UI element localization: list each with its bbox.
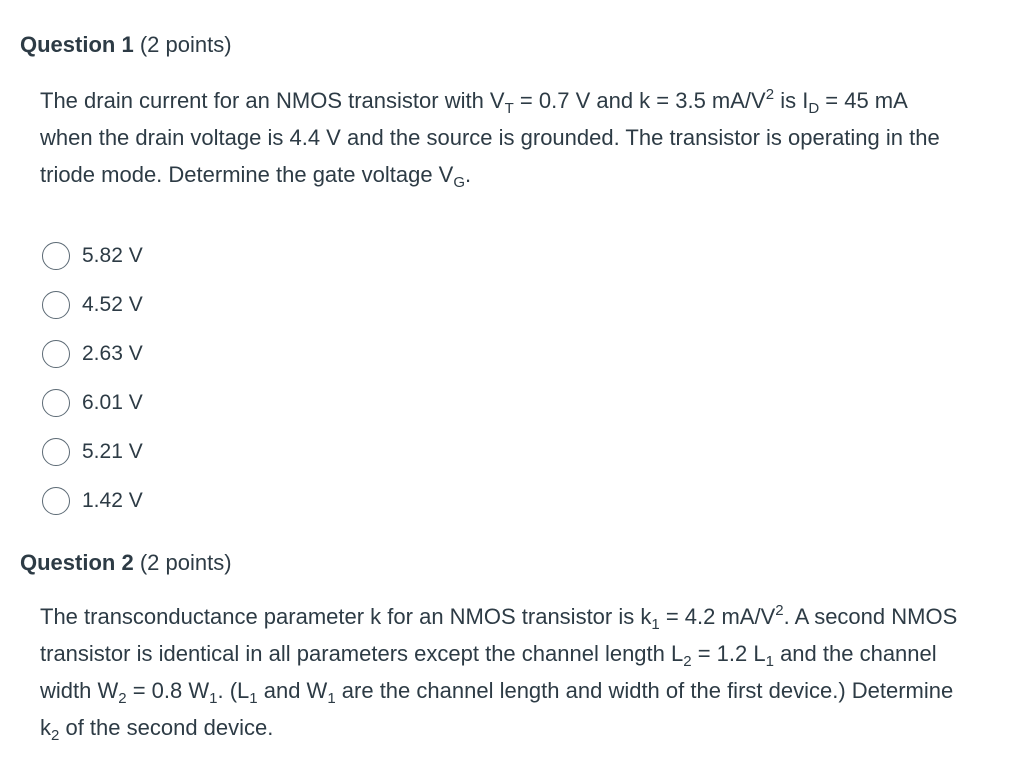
question-2-header	[20, 548, 980, 578]
answer-option[interactable]	[42, 427, 980, 476]
question-1-text: The drain current for an NMOS transistor with $V_T = 0.7$ V and k = 3.5 $mA/V^2$ is $I_D = 45$ mA when the drain voltage is 4.4 V and the source is grounded. The transistor is operating in the triode mode. Determine the gate voltage $V_G$.	[40, 86, 940, 191]
answer-option-label: 1.42 V	[82, 488, 143, 512]
answer-option-label: 5.21 V	[82, 439, 143, 463]
answer-option-label: 4.52 V	[82, 292, 143, 316]
question-title: Question 1	[20, 32, 134, 57]
answer-option[interactable]	[42, 476, 980, 525]
radio-button[interactable]	[42, 340, 70, 368]
question-1	[20, 30, 980, 525]
question-points: (2 points)	[139, 32, 232, 57]
answer-option[interactable]	[42, 231, 980, 280]
question-title: Question 2	[20, 550, 134, 575]
question-points: (2 points)	[139, 550, 232, 575]
answer-option[interactable]	[42, 378, 980, 427]
radio-button[interactable]	[42, 291, 70, 319]
radio-button[interactable]	[42, 389, 70, 417]
answer-option-label: 2.63 V	[82, 341, 143, 365]
question-2	[20, 548, 980, 746]
question-1-header	[20, 30, 980, 60]
radio-button[interactable]	[42, 487, 70, 515]
answer-option[interactable]	[42, 329, 980, 378]
answer-option-label: 6.01 V	[82, 390, 143, 414]
answer-options	[42, 231, 980, 525]
question-2-text: The transconductance parameter k for an NMOS transistor is $k_1 = 4.2$ $mA/V^2$. A second NMOS transistor is identical in all parameters except the channel length $L_2 = 1.2$ $L_1$ and the channel width $W_2 = 0.8$ $W_1$. ($L_1$ and $W_1$ are the channel length and width of the first device.) Determine $k_2$ of the second device.	[40, 602, 958, 744]
answer-option[interactable]	[42, 280, 980, 329]
radio-button[interactable]	[42, 438, 70, 466]
answer-option-label: 5.82 V	[82, 243, 143, 267]
radio-button[interactable]	[42, 242, 70, 270]
